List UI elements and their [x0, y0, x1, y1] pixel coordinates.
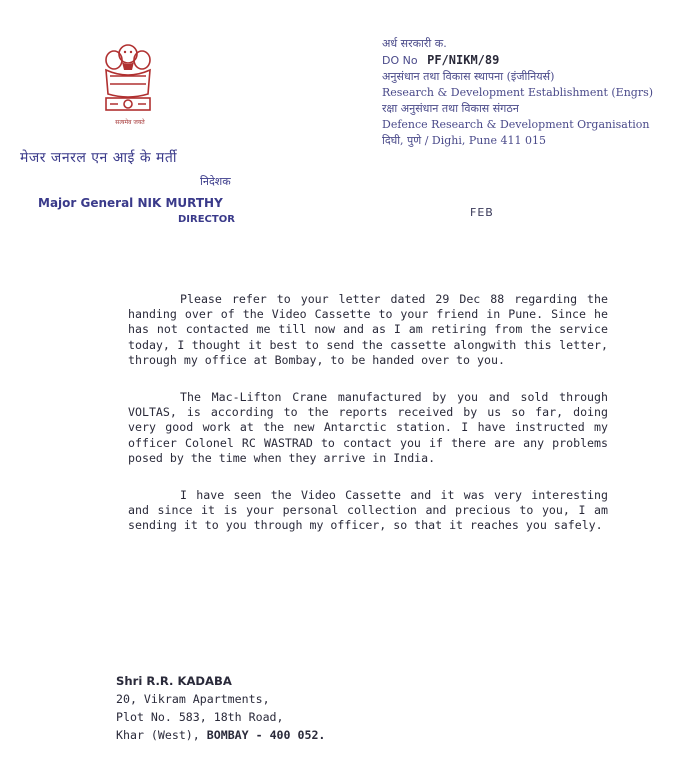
do-number-ref: PF/NIKM/89 [427, 53, 500, 67]
organisation-hindi: रक्षा अनुसंधान तथा विकास संगठन [382, 102, 519, 115]
do-number [382, 52, 653, 69]
addressee-line-2: Plot No. 583, 18th Road, [116, 710, 284, 724]
letterhead [382, 36, 653, 149]
establishment-hindi: अनुसंधान तथा विकास स्थापना (इंजीनियर्स) [382, 70, 555, 83]
addressee-line-3 [116, 726, 325, 744]
sender-title-hindi: निदेशक [200, 175, 231, 188]
sender-title: DIRECTOR [178, 214, 235, 225]
body-paragraph: I have seen the Video Cassette and it was very interesting and since it is your personal collection and precious to you, I am sending it to you through my officer, so that it reaches you safely. [128, 488, 608, 533]
do-number-label: DO No [382, 54, 418, 67]
sender-name-prefix: Major General [38, 196, 134, 210]
emblem-caption: सत्यमेव जयते [115, 119, 145, 126]
sender-name [38, 196, 223, 210]
addressee-line-1: 20, Vikram Apartments, [116, 692, 270, 706]
addressee-locality: Khar (West), [116, 728, 200, 742]
body-paragraph: Please refer to your letter dated 29 Dec 88 regarding the handing over of the Video Cassette to your friend in Pune. Since he has not contacted me till now and as I am retiring from the service today, I thought it best to send the cassette alongwith this letter, through my office at Bombay, to be handed over to you. [128, 292, 608, 367]
letter-body [128, 292, 608, 556]
organisation-english: Defence Research & Development Organisation [382, 118, 650, 131]
sender-name-value: NIK MURTHY [137, 196, 223, 210]
addressee-block [116, 672, 325, 744]
body-paragraph: The Mac-Lifton Crane manufactured by you and sold through VOLTAS, is according to the reports received by us so far, doing very good work at the new Antarctic station. I have instructed my officer Colonel RC WASTRAD to contact you if there are any problems posed by the time when they arrive in India. [128, 390, 608, 465]
addressee-name: Shri R.R. KADABA [116, 674, 232, 688]
establishment-english: Research & Development Establishment (Engrs) [382, 86, 654, 99]
sender-name-hindi: मेजर जनरल एन आई के मर्ती [20, 150, 178, 166]
letterhead-address: दिघी, पुणे / Dighi, Pune 411 015 [382, 134, 546, 147]
gov-reference-hindi: अर्ध सरकारी क. [382, 37, 447, 50]
letter-date: FEB [470, 206, 494, 219]
addressee-city: BOMBAY - 400 052. [206, 728, 326, 742]
